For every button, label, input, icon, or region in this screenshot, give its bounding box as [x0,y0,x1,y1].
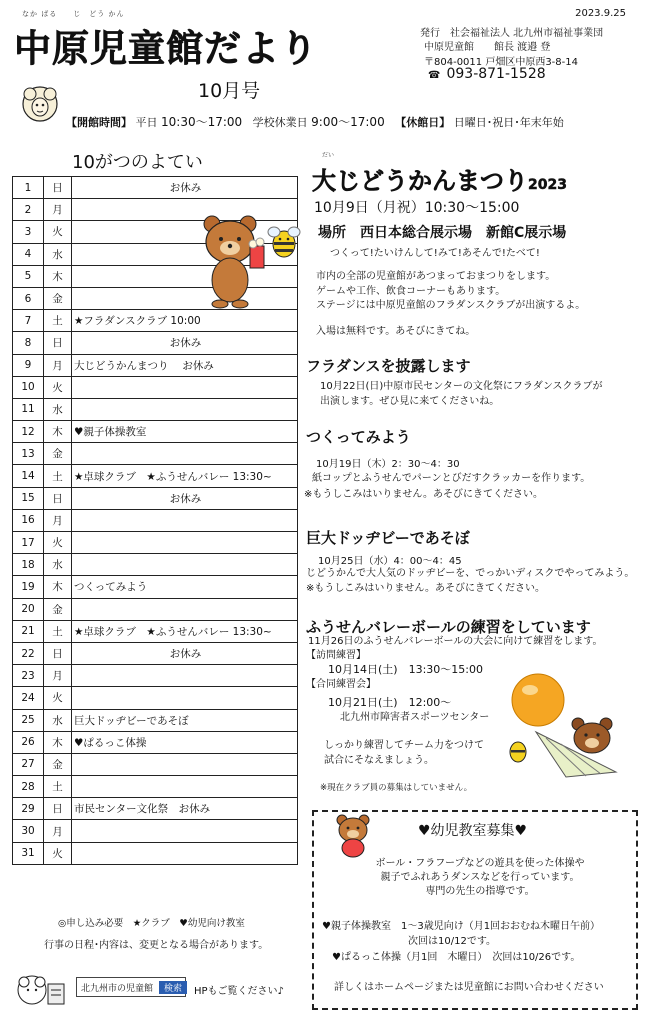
calendar-day: 20 [13,598,44,620]
calendar-event [72,332,298,354]
calendar-day: 13 [13,443,44,465]
festival-year: 2023 [528,177,567,193]
calendar-row [13,487,298,509]
kids-class-contact: 詳しくはホームページまたは児童館にお問い合わせください [334,982,604,993]
calendar-row [13,820,298,842]
festival-title [312,161,567,196]
kids-class-parent-child: ♥親子体操教室 1～3歳児向け（月1回おおむね木曜日午前） [322,921,601,932]
calendar-event [72,598,298,620]
calendar-day: 21 [13,620,44,642]
calendar-weekday: 土 [44,620,72,642]
calendar-weekday: 木 [44,731,72,753]
calendar-row [13,310,298,332]
calendar-weekday: 月 [44,820,72,842]
calendar-event [72,687,298,709]
calendar-day: 1 [13,177,44,199]
calendar-row [13,798,298,820]
dodge-text [306,566,634,596]
hula-text [320,379,603,409]
calendar-event-text: お休み [169,337,202,350]
issue-label: 10月号 [198,80,261,102]
make-when: 10月19日（木）2：30～4：30 [316,459,460,470]
hours-weekday: 10:30～17:00 [161,115,243,129]
calendar-day: 19 [13,576,44,598]
calendar-day: 18 [13,554,44,576]
calendar-row [13,642,298,664]
calendar-row [13,443,298,465]
dodge-description: じどうかんで大人気のドッヂビーを、でっかいディスクでやってみよう。 [306,568,635,579]
calendar-day: 26 [13,731,44,753]
phone [428,66,546,82]
calendar-event-text: ★卓球クラブ ★ふうせんバレー 13:30~ [74,625,272,638]
calendar-weekday: 日 [44,332,72,354]
make-heading: つくってみよう [306,428,411,446]
hours-weekday-label: 平日 [135,116,158,129]
festival-ruby: だい [322,152,335,159]
calendar-day: 16 [13,509,44,531]
make-description: 紙コップとふうせんでパーンとびだすクラッカーを作ります。 [312,473,591,484]
volley-session1-date: 10月14日(土) 13:30～15:00 [328,663,483,676]
sheep-footer-icon [12,970,72,1010]
calendar-row [13,598,298,620]
calendar-row [13,576,298,598]
volley-intro: 11月26日のふうせんバレーボールの大会に向けて練習をします。 [308,636,603,647]
calendar-event [72,731,298,753]
director: 中原児童館 館長 渡邉 登 [424,42,551,53]
calendar-weekday: 水 [44,398,72,420]
calendar-event [72,376,298,398]
calendar-day: 3 [13,221,44,243]
calendar-weekday: 土 [44,310,72,332]
calendar-row [13,509,298,531]
calendar-row [13,731,298,753]
calendar-weekday: 月 [44,509,72,531]
calendar-day: 2 [13,199,44,221]
homepage-text: HPもご覧ください♪ [194,986,284,997]
calendar-day: 30 [13,820,44,842]
hula-heading: フラダンスを披露します [306,357,471,375]
calendar-weekday: 日 [44,642,72,664]
calendar-event [72,709,298,731]
calendar-event-text: ★フラダンスクラブ 10:00 [74,315,201,328]
kids-line: ボール・フラフープなどの遊具を使った体操や [375,858,585,869]
dodge-when: 10月25日（水）4：00～4：45 [318,556,462,567]
calendar-row [13,842,298,864]
kids-class-palukko: ♥ぱるっこ体操（月1回 木曜日） 次回は10/26です。 [332,952,581,963]
calendar-event-text: ♥ぱるっこ体操 [74,736,147,749]
address: 〒804-0011 戸畑区中原西3-8-14 [424,57,578,68]
bear-volleyball-icon [506,672,626,782]
calendar-weekday: 日 [44,487,72,509]
calendar-legend: ◎申し込み必要 ★クラブ ♥幼児向け教室 [58,918,245,929]
hula-line: 10月22日(日)中原市民センターの文化祭にフラダンスクラブが [320,381,603,392]
calendar-row [13,687,298,709]
kids-class-description [330,857,630,899]
bee-icon [268,222,300,262]
calendar-weekday: 月 [44,354,72,376]
calendar-event [72,310,298,332]
volley-recruit-note: ※現在クラブ員の募集はしていません。 [320,783,473,793]
calendar-event [72,554,298,576]
calendar-row [13,776,298,798]
calendar-weekday: 木 [44,265,72,287]
phone-number: 093-871-1528 [446,66,546,82]
calendar-weekday: 土 [44,465,72,487]
calendar-weekday: 火 [44,376,72,398]
calendar-weekday: 日 [44,798,72,820]
calendar-event [72,665,298,687]
kids-line: 親子でふれあうダンスなどを行っています。 [380,872,580,883]
calendar-day: 9 [13,354,44,376]
calendar-title: 10がつのよてい [72,152,203,173]
calendar-event [72,576,298,598]
calendar-weekday: 火 [44,842,72,864]
calendar-event [72,820,298,842]
calendar-weekday: 水 [44,243,72,265]
calendar-row [13,620,298,642]
calendar-row [13,177,298,199]
calendar-event-text: お休み [169,648,202,661]
calendar-event-text: 大じどうかんまつり お休み [74,359,214,372]
kids-class-parent-child-next: 次回は10/12です。 [408,936,497,947]
calendar-row [13,665,298,687]
festival-body-line: 市内の全部の児童館があつまっておまつりをします。 [316,271,556,282]
calendar-day: 8 [13,332,44,354]
calendar-row [13,554,298,576]
calendar-event [72,776,298,798]
calendar-event [72,398,298,420]
hula-line: 出演します。ぜひ見に来てくださいね。 [320,396,500,407]
calendar-day: 27 [13,753,44,775]
volley-session2-venue: 北九州市障害者スポーツセンター [340,712,490,723]
volley-message: 試合にそなえましょう。 [324,755,434,766]
volley-session1-label: 【訪問練習】 [306,650,366,661]
calendar-event [72,532,298,554]
bear-popcorn-icon [198,212,278,308]
festival-place: 場所 西日本総合展示場 新館C展示場 [318,225,567,241]
calendar-day: 12 [13,421,44,443]
calendar-event [72,798,298,820]
closed-label: 【休館日】 [395,116,451,129]
calendar-event-text: 巨大ドッヂビーであそぼ [74,714,189,727]
calendar-weekday: 金 [44,598,72,620]
hours-school-holiday: 9:00～17:00 [311,115,385,129]
dodge-heading: 巨大ドッヂビーであそぼ [306,529,470,547]
calendar-event [72,443,298,465]
volley-heading: ふうせんバレーボールの練習をしています [306,618,591,636]
calendar-day: 29 [13,798,44,820]
kids-class-heading: ♥幼児教室募集♥ [418,823,528,839]
calendar-day: 14 [13,465,44,487]
calendar-day: 6 [13,287,44,309]
calendar-event-text: ★卓球クラブ ★ふうせんバレー 13:30~ [74,470,272,483]
calendar-day: 17 [13,532,44,554]
calendar-event [72,421,298,443]
volley-session2-date: 10月21日(土) 12:00～ [328,696,452,709]
calendar-row [13,332,298,354]
calendar-event-text: 市民センター文化祭 お休み [74,803,211,816]
calendar-event-text: お休み [169,492,202,505]
calendar-day: 7 [13,310,44,332]
issue-date: 2023.9.25 [575,8,626,19]
calendar-weekday: 金 [44,443,72,465]
calendar-day: 23 [13,665,44,687]
calendar-event [72,642,298,664]
phone-icon: ☎ [428,70,441,81]
calendar-weekday: 火 [44,221,72,243]
publisher: 発行 社会福祉法人 北九州市福祉事業団 [420,28,604,39]
homepage-search-link[interactable] [76,977,186,997]
festival-date: 10月9日（月祝）10:30～15:00 [314,200,520,216]
calendar-day: 31 [13,842,44,864]
calendar-day: 5 [13,265,44,287]
calendar-event [72,465,298,487]
calendar-weekday: 火 [44,687,72,709]
hours-open-label: 【開館時間】 [66,116,132,129]
calendar-weekday: 水 [44,554,72,576]
calendar-weekday: 月 [44,199,72,221]
calendar-day: 11 [13,398,44,420]
hours-school-holiday-label: 学校休業日 [252,116,308,129]
festival-slogan: つくって!たいけんして!みて!あそんで!たべて! [330,248,540,259]
calendar-day: 28 [13,776,44,798]
calendar-event [72,620,298,642]
calendar-day: 22 [13,642,44,664]
calendar-day: 24 [13,687,44,709]
calendar-row [13,354,298,376]
calendar-row [13,709,298,731]
bear-small-icon [332,812,374,858]
calendar-row [13,532,298,554]
calendar-event [72,177,298,199]
calendar-row [13,753,298,775]
calendar-day: 4 [13,243,44,265]
opening-hours [66,113,564,130]
calendar-event [72,354,298,376]
search-button[interactable]: 検索 [159,981,187,994]
calendar-weekday: 火 [44,532,72,554]
calendar-row [13,465,298,487]
calendar-weekday: 木 [44,576,72,598]
closed-days: 日曜日･祝日･年末年始 [453,116,564,129]
volley-session2-label: 【合同練習会】 [306,679,376,690]
dodge-note: ※もうしこみはいりません。あそびにきてください。 [306,583,545,594]
schedule-note: 行事の日程･内容は、変更となる場合があります。 [44,940,269,951]
title-ruby: なか ばる じ どう かん [22,10,125,18]
calendar-row [13,398,298,420]
sheep-icon [18,84,62,124]
festival-body-line: ゲームや工作、飲食コーナーもあります。 [316,285,506,297]
calendar-row [13,376,298,398]
calendar-weekday: 月 [44,665,72,687]
calendar-event [72,842,298,864]
calendar-weekday: 土 [44,776,72,798]
calendar-weekday: 日 [44,177,72,199]
festival-body [316,270,585,314]
festival-free: 入場は無料です。あそびにきてね。 [316,326,476,337]
calendar-event [72,487,298,509]
calendar-weekday: 金 [44,753,72,775]
volley-message: しっかり練習してチーム力をつけて [324,740,484,751]
calendar-event-text: つくってみよう [74,581,148,594]
calendar-day: 15 [13,487,44,509]
calendar-row [13,421,298,443]
calendar-weekday: 金 [44,287,72,309]
festival-title-text: 大じどうかんまつり [312,167,528,195]
calendar-day: 25 [13,709,44,731]
newsletter-title: 中原児童館だより [14,27,318,70]
calendar-weekday: 木 [44,421,72,443]
calendar-day: 10 [13,376,44,398]
festival-body-line: ステージには中原児童館のフラダンスクラブが出演するよ。 [316,300,586,311]
calendar-event [72,753,298,775]
calendar-event-text: お休み [169,182,202,195]
calendar-event-text: ♥親子体操教室 [74,426,147,439]
homepage-site-name: 北九州市の児童館 [81,984,154,994]
calendar-event [72,509,298,531]
kids-line: 専門の先生の指導です。 [425,886,535,897]
make-note: ※もうしこみはいりません。あそびにきてください。 [304,489,543,500]
calendar-weekday: 水 [44,709,72,731]
